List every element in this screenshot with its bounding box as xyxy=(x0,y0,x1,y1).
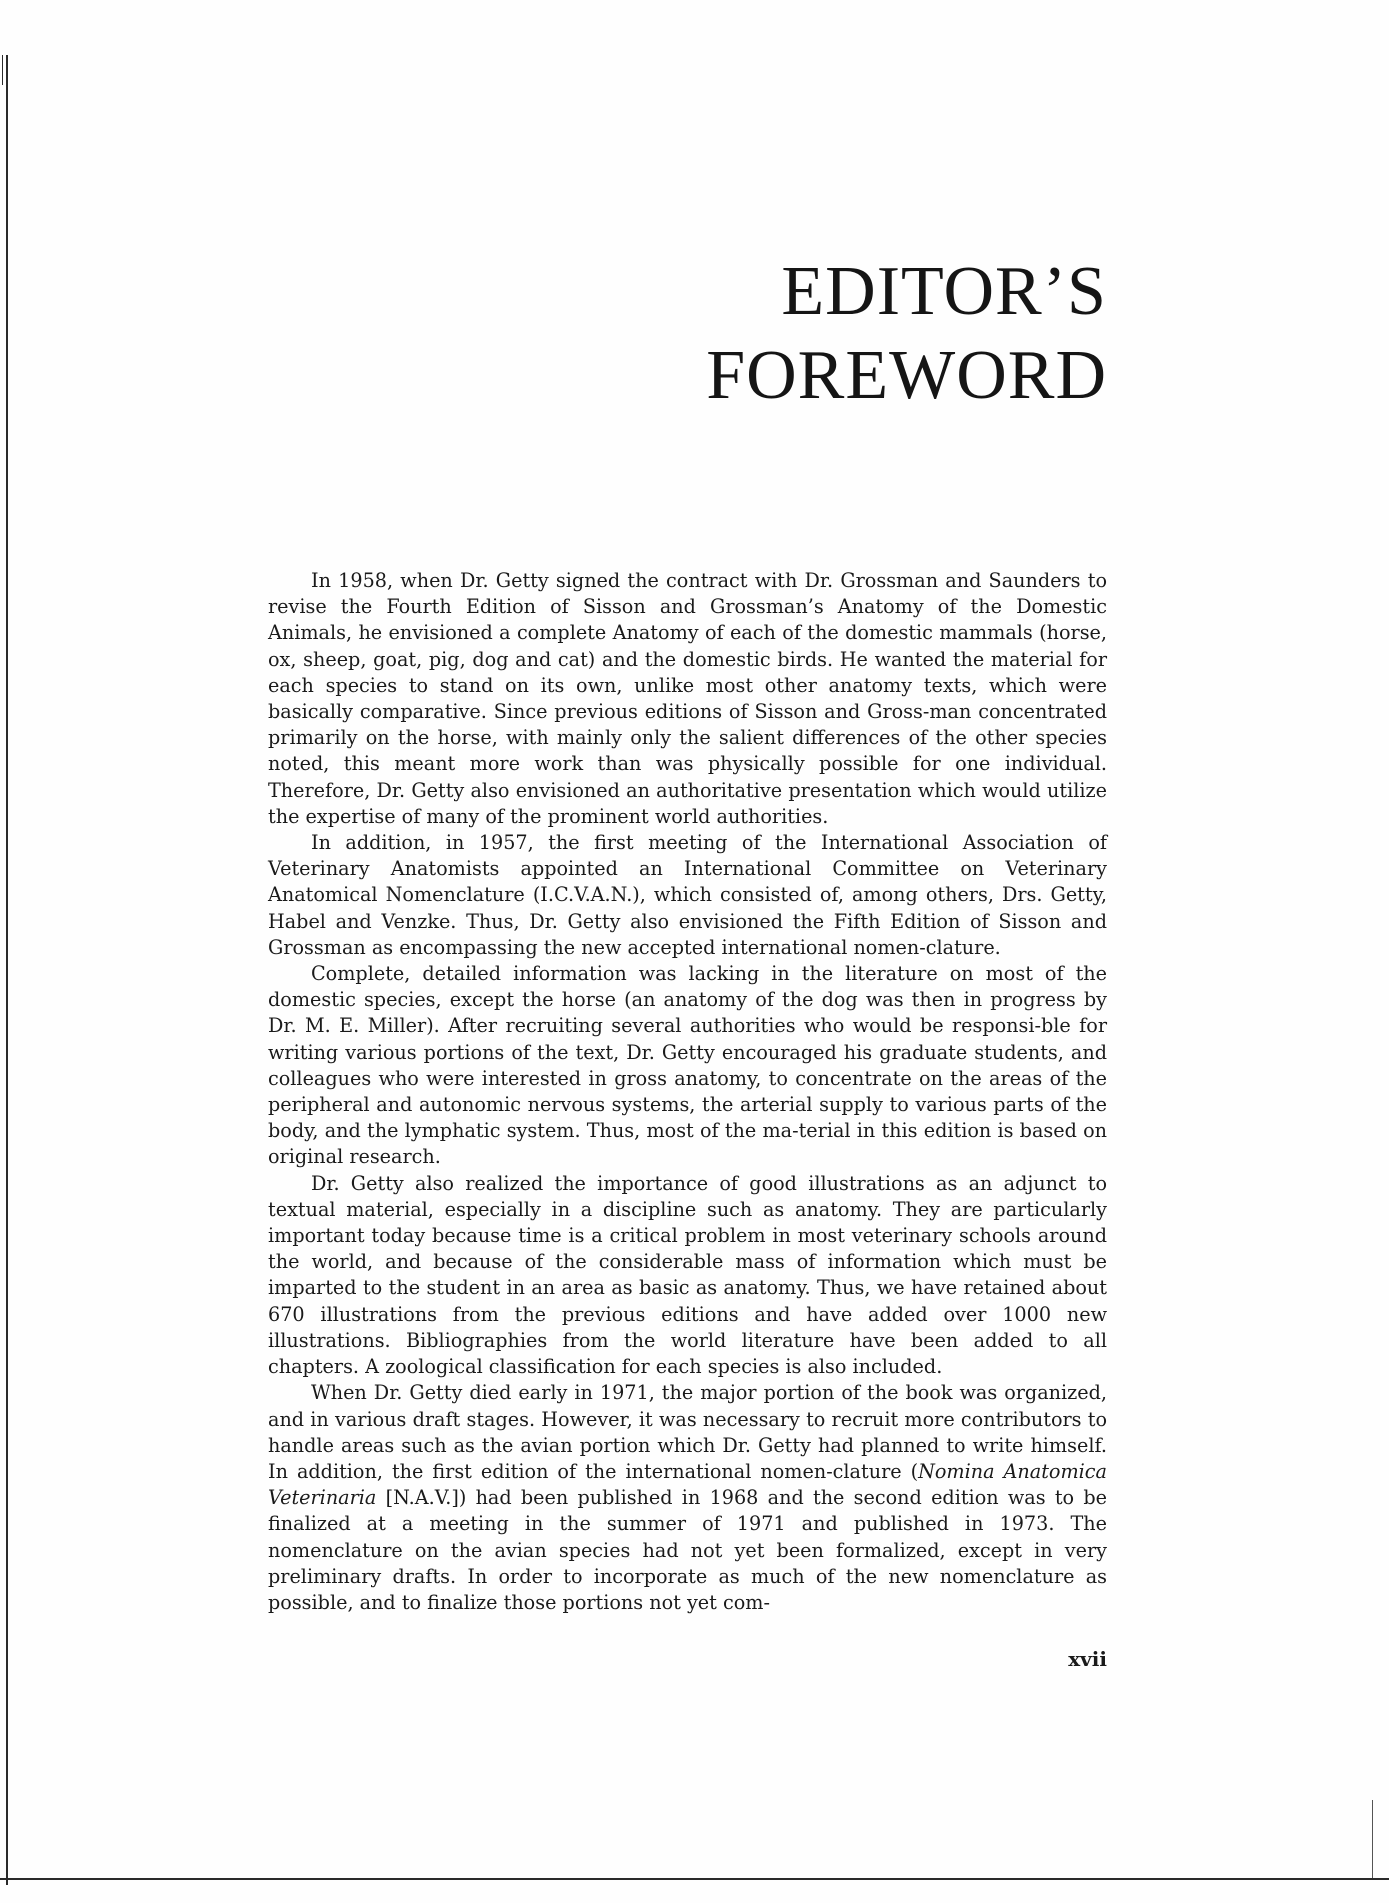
body-text xyxy=(268,568,1107,1616)
page-title xyxy=(706,250,1107,418)
page-number: xvii xyxy=(1068,1647,1107,1671)
page-right-edge-mark xyxy=(1372,1800,1373,1878)
paragraph-5 xyxy=(268,1380,1107,1616)
paragraph-5-part-2: [N.A.V.]) had been published in 1968 and the second edition was to be finalized at a meeting in the summer of 1971 and published in 1973. The nomenclature on the avian species had not yet been formalized, except in very preliminary drafts. In order to incorporate as much of the new nomenclature as possible, and to finalize those portions not yet com- xyxy=(268,1486,1107,1614)
page-left-edge-mark xyxy=(2,55,3,85)
page-bottom-edge xyxy=(0,1878,1389,1880)
page-left-edge xyxy=(6,55,8,1885)
title-line-2: FOREWORD xyxy=(706,337,1107,414)
paragraph-1: In 1958, when Dr. Getty signed the contract with Dr. Grossman and Saunders to revise the Fourth Edition of Sisson and Grossman’s Anatomy of the Domestic Animals, he envisioned a complete Anatomy of each of the domestic mammals (horse, ox, sheep, goat, pig, dog and cat) and the domestic birds. He wanted the material for each species to stand on its own, unlike most other anatomy texts, which were basically comparative. Since previous editions of Sisson and Gross-man concentrated primarily on the horse, with mainly only the salient differences of the other species noted, this meant more work than was physically possible for one individual. Therefore, Dr. Getty also envisioned an authoritative presentation which would utilize the expertise of many of the prominent world authorities. xyxy=(268,569,1107,828)
paragraph-3: Complete, detailed information was lacking in the literature on most of the domestic species, except the horse (an anatomy of the dog was then in progress by Dr. M. E. Miller). After recruiting several authorities who would be responsi-ble for writing various portions of the text, Dr. Getty encouraged his graduate students, and colleagues who were interested in gross anatomy, to concentrate on the areas of the peripheral and autonomic nervous systems, the arterial supply to various parts of the body, and the lymphatic system. Thus, most of the ma-terial in this edition is based on original research. xyxy=(268,962,1107,1169)
paragraph-5-italic-title: Nomina Anatomica Veterinaria xyxy=(268,1459,1107,1510)
paragraph-5-part-1: When Dr. Getty died early in 1971, the major portion of the book was organized, and in various draft stages. However, it was necessary to recruit more contributors to handle areas such as the avian portion which Dr. Getty had planned to write himself. In addition, the first edition of the international nomen-clature ( xyxy=(268,1381,1107,1483)
paragraph-4: Dr. Getty also realized the importance of good illustrations as an adjunct to textual material, especially in a discipline such as anatomy. They are particularly important today because time is a critical problem in most veterinary schools around the world, and because of the considerable mass of information which must be imparted to the student in an area as basic as anatomy. Thus, we have retained about 670 illustrations from the previous editions and have added over 1000 new illustrations. Bibliographies from the world literature have been added to all chapters. A zoological classification for each species is also included. xyxy=(268,1171,1107,1379)
title-line-1: EDITOR’S xyxy=(781,253,1107,330)
paragraph-2: In addition, in 1957, the first meeting of the International Association of Veterinary Anatomists appointed an International Committee on Veterinary Anatomical Nomenclature (I.C.V.A.N.), which consisted of, among others, Drs. Getty, Habel and Venzke. Thus, Dr. Getty also envisioned the Fifth Edition of Sisson and Grossman as encompassing the new accepted international nomen-clature. xyxy=(268,831,1107,959)
